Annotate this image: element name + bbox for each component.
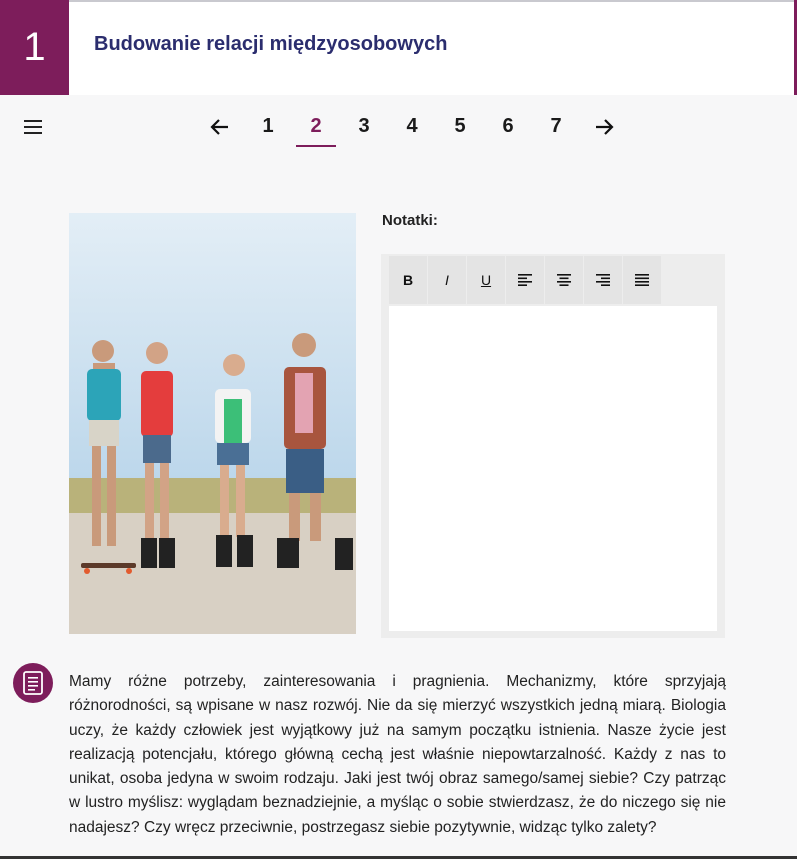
align-right-icon (596, 274, 610, 286)
align-center-button[interactable] (545, 256, 584, 304)
page-link-7[interactable]: 7 (550, 115, 562, 137)
notes-text-area[interactable] (389, 306, 717, 631)
hamburger-menu-icon[interactable] (23, 117, 43, 137)
page-link-2[interactable]: 2 (292, 107, 340, 145)
align-justify-button[interactable] (623, 256, 662, 304)
align-justify-icon (635, 274, 649, 286)
align-right-button[interactable] (584, 256, 623, 304)
align-left-button[interactable] (506, 256, 545, 304)
chapter-number-badge: 1 (0, 0, 69, 95)
bold-button[interactable] (389, 256, 428, 304)
underline-button[interactable] (467, 256, 506, 304)
bold-icon: B (402, 272, 414, 288)
arrow-right-icon (594, 117, 614, 137)
page-link-4[interactable]: 4 (406, 115, 418, 137)
editor-toolbar (389, 256, 662, 306)
header-border (69, 0, 797, 2)
pagination (196, 104, 628, 148)
italic-icon: I (445, 272, 449, 288)
page-link-5[interactable]: 5 (454, 115, 466, 137)
header (0, 0, 797, 95)
page-link-6[interactable]: 6 (502, 115, 514, 137)
italic-button[interactable] (428, 256, 467, 304)
next-page-button[interactable] (580, 107, 628, 145)
photo-illustration (69, 213, 356, 634)
underline-icon: U (480, 272, 492, 288)
prev-page-button[interactable] (196, 107, 244, 145)
align-center-icon (557, 274, 571, 286)
arrow-left-icon (210, 117, 230, 137)
notes-editor (381, 254, 725, 638)
page-link-3[interactable]: 3 (358, 115, 370, 137)
document-icon (13, 663, 53, 703)
align-left-icon (518, 274, 532, 286)
notes-label: Notatki: (382, 212, 438, 229)
teenagers-rollerskating-photo (69, 213, 356, 634)
content-paragraph: Mamy różne potrzeby, zainteresowania i pragnienia. Mechanizmy, które sprzyjają różnorodności, są wpisane w nasz rozwój. Nie da się mierzyć wszystkich jedną miarą. Biologia uczy, że każdy człowiek jest wyjątkowy już na samym początku istnienia. Nasze życie jest realizacją potencjału, którego główną cechą jest właśnie niepowtarzalność. Każdy z nas to unikat, osoba jedyna w swoim rodzaju. Jaki jest twój obraz samego/samej siebie? Czy patrząc w lustro myślisz: wyglądam beznadziejnie, a myśląc o sobie stwierdzasz, że do niczego się nie nadajesz? Czy wręcz przeciwnie, postrzegasz siebie pozytywnie, widząc tylko zalety? (69, 673, 726, 836)
page-link-1[interactable]: 1 (262, 115, 274, 137)
chapter-title: Budowanie relacji międzyosobowych (94, 33, 448, 55)
